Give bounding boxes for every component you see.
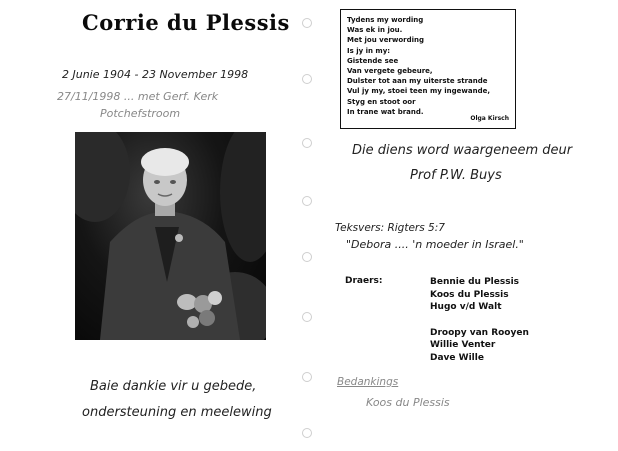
binder-hole: [302, 138, 312, 148]
poem-line: Is jy in my:: [347, 46, 391, 55]
thanks-note-name: Koos du Plessis: [366, 396, 450, 409]
thanks-line-2: ondersteuning en meelewing: [82, 405, 272, 420]
portrait-photo: [75, 132, 266, 340]
handwritten-note-line1: 27/11/1998 ... met Gerf. Kerk: [57, 90, 219, 103]
pallbearer-name: Bennie du Plessis: [430, 277, 520, 287]
pallbearers-list: [430, 276, 529, 364]
poem-line: Vul jy my, stoei teen my ingewande,: [347, 87, 490, 96]
officiated-by-line: Die diens word waargeneem deur: [352, 143, 573, 158]
poem-line: Dulster tot aan my uiterste strande: [347, 77, 488, 86]
pallbearer-name: Dave Wille: [430, 352, 484, 363]
poem-line: Van vergete gebeure,: [347, 67, 433, 76]
binder-hole: [302, 196, 312, 206]
minister-name: Prof P.W. Buys: [410, 168, 502, 183]
handwritten-note-line2: Potchefstroom: [100, 107, 181, 120]
pallbearer-name: Droopy van Rooyen: [430, 327, 529, 338]
binder-hole: [302, 18, 312, 28]
text-reference: Teksvers: Rigters 5:7: [335, 222, 445, 234]
pallbearer-name: Koos du Plessis: [430, 289, 509, 300]
text-quote: "Debora .... 'n moeder in Israel.": [346, 238, 524, 251]
poem-line: Styg en stoot oor: [347, 97, 416, 106]
binder-hole: [302, 428, 312, 438]
poem-line: Gistende see: [347, 56, 399, 65]
pallbearer-name: Hugo v/d Walt: [430, 302, 502, 312]
pallbearers-label: Draers:: [345, 276, 383, 286]
pallbearer-name: Willie Venter: [430, 340, 496, 350]
deceased-name: Corrie du Plessis: [82, 10, 290, 35]
binder-hole: [302, 372, 312, 382]
thanks-line-1: Baie dankie vir u gebede,: [90, 379, 257, 394]
poem-box: [340, 9, 516, 129]
poem-line: Was ek in jou.: [347, 26, 403, 35]
poem-line: Tydens my wording: [347, 16, 424, 24]
binder-hole: [302, 312, 312, 322]
life-dates: 2 Junie 1904 - 23 November 1998: [62, 68, 249, 81]
spacer: [430, 314, 529, 327]
poem-line: Met jou verwording: [347, 36, 425, 45]
thanks-note-heading: Bedankings: [337, 376, 399, 388]
poem-line: In trane wat brand.: [347, 107, 424, 116]
binder-hole: [302, 252, 312, 262]
poem-author: Olga Kirsch: [470, 114, 509, 122]
binder-hole: [302, 74, 312, 84]
